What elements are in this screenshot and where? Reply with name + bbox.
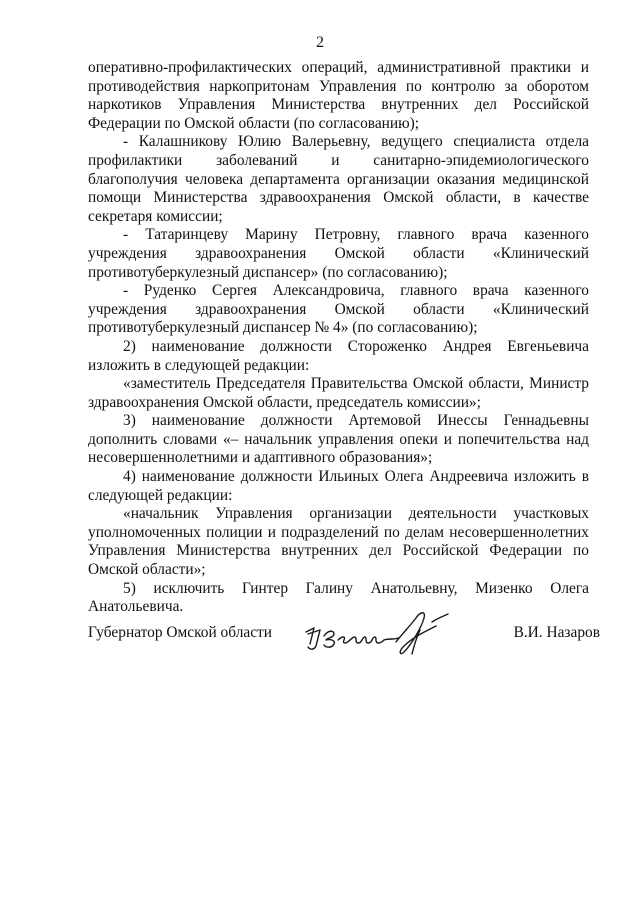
handwritten-signature [300,604,462,662]
paragraph-continuation: оперативно-профилактических операций, административной практики и противодействия наркопритонам Управления по контролю за оборотом наркотиков Управления Министерства внутренних дел Российской Федерации по Омской области (по согласованию); [88,59,589,132]
signature-block [88,604,600,664]
signatory-name: В.И. Назаров [513,624,600,641]
paragraph-item-4-text: «начальник Управления организации деятельности участковых уполномоченных полиции и подразделений по делам несовершеннолетних Управления Министерства внутренних дел Российской Федерации по Омской области»; [88,505,589,579]
paragraph-item-2: 2) наименование должности Стороженко Андрея Евгеньевича изложить в следующей редакции: [88,337,589,374]
paragraph-item-3: 3) наименование должности Артемовой Инессы Геннадьевны дополнить словами «– начальник управления опеки и попечительства над несовершеннолетними и адаптивного образования»; [88,412,589,467]
document-body [88,59,589,617]
paragraph-item-2-text: «заместитель Председателя Правительства Омской области, Министр здравоохранения Омской области, председатель комиссии»; [88,375,589,411]
paragraph-item-5: 5) исключить Гинтер Галину Анатольевну, Мизенко Олега Анатольевича. [88,579,589,616]
paragraph-rudenko: - Руденко Сергея Александровича, главного врача казенного учреждения здравоохранения Омской области «Клинический противотуберкулезный диспансер № 4» (по согласованию); [88,282,589,337]
paragraph-kalashnikova: - Калашникову Юлию Валерьевну, ведущего специалиста отдела профилактики заболеваний и санитарно-эпидемиологического благополучия человека департамента организации оказания медицинской помощи Министерства здравоохранения Омской области, в качестве секретаря комиссии; [88,133,589,225]
page-number: 2 [316,34,324,51]
paragraph-item-4: 4) наименование должности Ильиных Олега Андреевича изложить в следующей редакции: [88,468,589,504]
signatory-position: Губернатор Омской области [88,624,272,641]
paragraph-tatarintseva: - Татаринцеву Марину Петровну, главного врача казенного учреждения здравоохранения Омской области «Клинический противотуберкулезный диспансер» (по согласованию); [88,226,589,281]
